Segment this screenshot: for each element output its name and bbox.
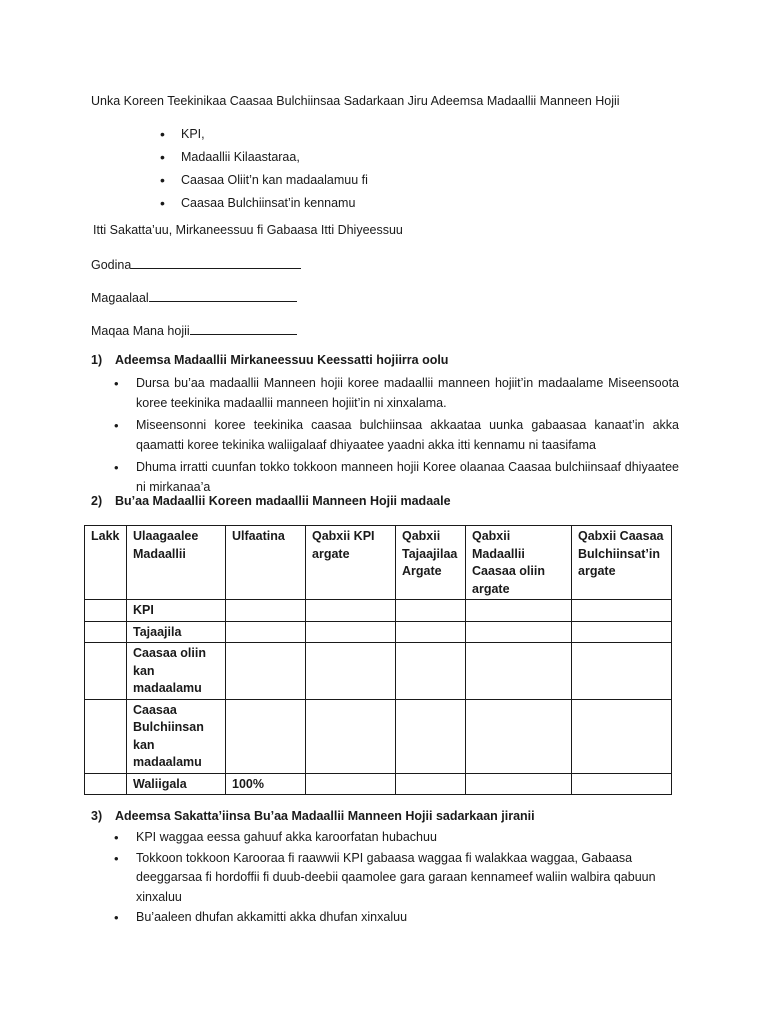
table-cell [572, 773, 672, 795]
table-header-cell: Qabxii Tajaajilaa Argate [396, 526, 466, 600]
list-item: • Miseensonni koree teekinika caasaa bulchiinsaa akkaataa uunka gabaasaa kanaat’in akka qaamatti koree tekinika waliigalaaf dhiyaatee yaadni akka itti kennamu ni taasifama [114, 416, 679, 455]
magaalaa-label: Magaalaal [91, 291, 149, 305]
table-cell [306, 621, 396, 643]
document-title: Unka Koreen Teekinikaa Caasaa Bulchiinsaa Sadarkaan Jiru Adeemsa Madaallii Manneen Hojii [91, 94, 620, 108]
table-cell [85, 621, 127, 643]
magaalaa-blank-line [149, 289, 297, 302]
table-cell [466, 699, 572, 773]
table-cell [572, 600, 672, 622]
godina-field [91, 256, 301, 272]
table-cell [306, 773, 396, 795]
table-header-cell: Qabxii KPI argate [306, 526, 396, 600]
table-cell [572, 621, 672, 643]
table-cell [396, 773, 466, 795]
list-item: • Caasaa Bulchiinsat’in kennamu [160, 195, 368, 218]
table-cell [85, 699, 127, 773]
table-cell: Caasaa Bulchiinsan kan madaalamu [127, 699, 226, 773]
table-cell: Waliigala [127, 773, 226, 795]
table-cell [466, 643, 572, 700]
table-cell [306, 699, 396, 773]
table-row [85, 699, 672, 773]
table-cell: 100% [226, 773, 306, 795]
table-cell [572, 699, 672, 773]
table-cell [226, 699, 306, 773]
list-item: • Dhuma irratti cuunfan tokko tokkoon manneen hojii Koree olaanaa Caasaa bulchiinsaaf dhiyaatee ni mirkanaa’a [114, 458, 679, 497]
table-header-cell: Qabxii Madaallii Caasaa oliin argate [466, 526, 572, 600]
table-cell [466, 621, 572, 643]
section-3-heading [91, 809, 535, 823]
list-item: • Madaallii Kilaastaraa, [160, 149, 368, 172]
table-cell [226, 643, 306, 700]
section-title: Bu’aa Madaallii Koreen madaallii Manneen Hojii madaale [115, 494, 451, 508]
section-number: 1) [91, 353, 103, 367]
godina-blank-line [131, 256, 301, 269]
list-item: • KPI waggaa eessa gahuuf akka karoorfatan hubachuu [114, 828, 689, 848]
results-table [84, 525, 672, 795]
list-item: • Dursa bu’aa madaallii Manneen hojii koree madaallii manneen hojiit’in madaalame Miseensoota koree teekinika madaallii manneen hojiit’in ni xinxalama. [114, 374, 679, 413]
table-cell: Tajaajila [127, 621, 226, 643]
list-item: • Caasaa Oliit’n kan madaalamuu fi [160, 172, 368, 195]
intro-bullet-list [160, 126, 368, 218]
table-cell [306, 600, 396, 622]
godina-label: Godina [91, 258, 132, 272]
section-title: Adeemsa Madaallii Mirkaneessuu Keessatti hojiirra oolu [115, 353, 449, 367]
table-cell [226, 600, 306, 622]
table-cell [226, 621, 306, 643]
table-cell [306, 643, 396, 700]
table-cell: KPI [127, 600, 226, 622]
section-number: 2) [91, 494, 103, 508]
table-cell [85, 773, 127, 795]
section-1-bullet-list [114, 374, 679, 497]
table-cell [466, 600, 572, 622]
list-item: • Tokkoon tokkoon Karooraa fi raawwii KPI gabaasa waggaa fi walakkaa waggaa, Gabaasa deeggarsaa fi hordoffii fi duub-deebii qaamolee gara garaan kennameef waliin walbira qabuun xinxaluu [114, 849, 689, 908]
table-header-cell: Ulaagaalee Madaallii [127, 526, 226, 600]
table-header-cell: Lakk [85, 526, 127, 600]
table-cell [466, 773, 572, 795]
list-item: • Bu’aaleen dhufan akkamitti akka dhufan xinxaluu [114, 908, 689, 928]
table-cell [396, 699, 466, 773]
table-header-cell: Qabxii Caasaa Bulchiinsat’in argate [572, 526, 672, 600]
table-cell [85, 600, 127, 622]
table-row [85, 773, 672, 795]
maqaa-blank-line [190, 322, 297, 335]
table-row [85, 643, 672, 700]
section-number: 3) [91, 809, 103, 823]
maqaa-label: Maqaa Mana hojii [91, 324, 190, 338]
list-item: • KPI, [160, 126, 368, 149]
magaalaa-field [91, 289, 297, 305]
table-cell [396, 600, 466, 622]
section-2-heading [91, 494, 451, 508]
document-subtitle: Itti Sakatta’uu, Mirkaneessuu fi Gabaasa Itti Dhiyeessuu [93, 223, 403, 237]
table-row [85, 621, 672, 643]
table-cell [396, 621, 466, 643]
table-row [85, 600, 672, 622]
table-cell: Caasaa oliin kan madaalamu [127, 643, 226, 700]
section-3-bullet-list [114, 828, 689, 928]
table-header-cell: Ulfaatina [226, 526, 306, 600]
section-title: Adeemsa Sakatta’iinsa Bu’aa Madaallii Manneen Hojii sadarkaan jiranii [115, 809, 535, 823]
table-cell [85, 643, 127, 700]
table-cell [572, 643, 672, 700]
section-1-heading [91, 353, 448, 367]
table-cell [396, 643, 466, 700]
maqaa-field [91, 322, 297, 338]
table-header-row [85, 526, 672, 600]
